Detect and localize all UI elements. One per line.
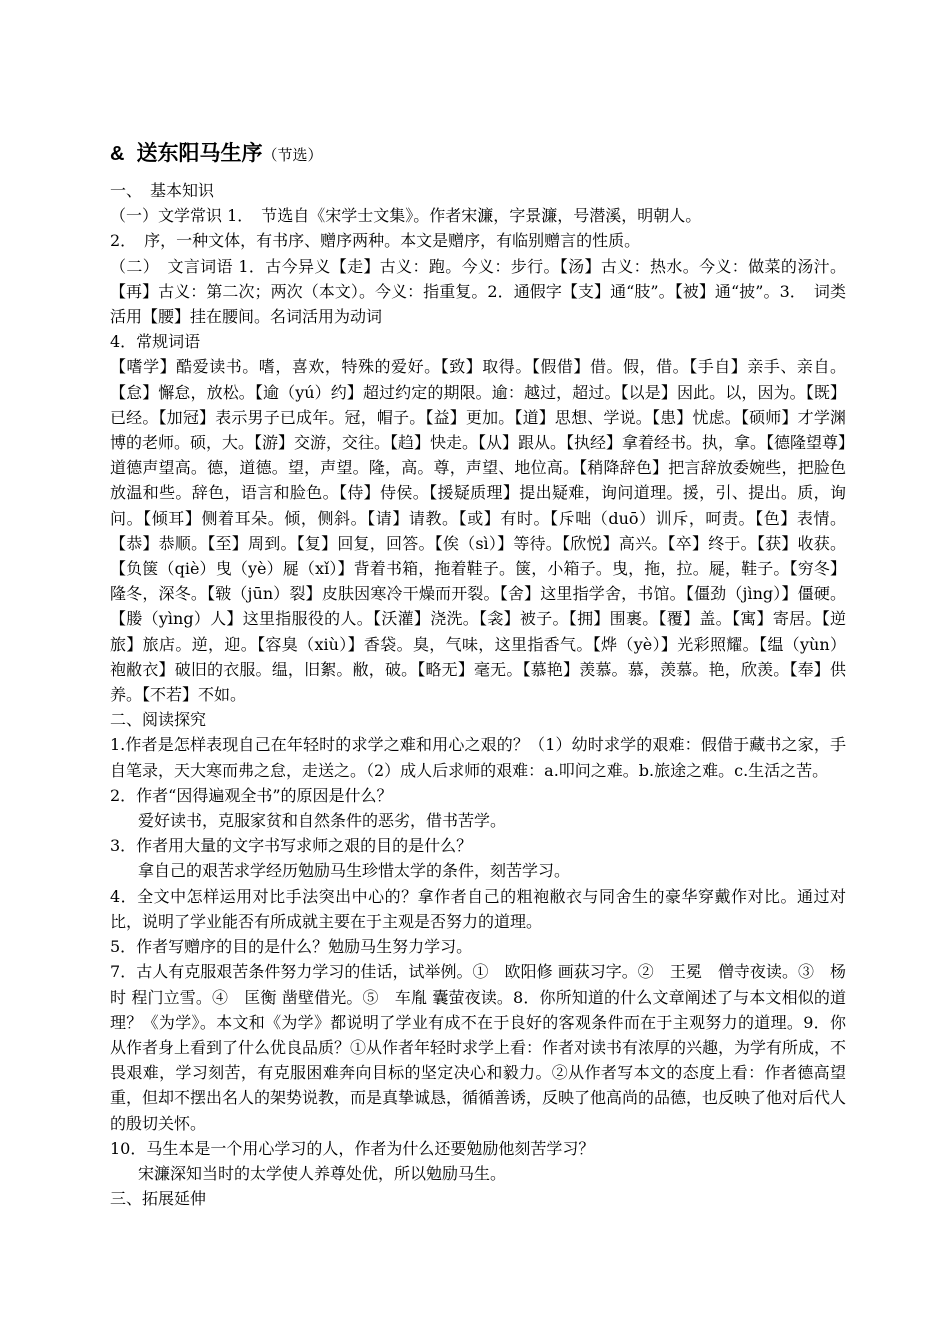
question-3: 3．作者用大量的文字书写求师之艰的目的是什么？ [110, 836, 473, 856]
subheading-common-words: 4．常规词语 [110, 332, 201, 352]
answer-2: 爱好读书，克服家贫和自然条件的恶劣，借书苦学。 [138, 811, 507, 831]
question-4: 4．全文中怎样运用对比手法突出中心的？拿作者自己的粗袍敝衣与同舍生的豪华穿戴作对比。通过对比，说明了学业能否有所成就主要在于主观是否努力的道理。 [110, 886, 846, 931]
section-heading-reading: 二、阅读探究 [110, 710, 207, 730]
page-title [110, 138, 846, 170]
paragraph-genre: 2． 序，一种文体，有书序、赠序两种。本文是赠序，有临别赠言的性质。 [110, 231, 641, 251]
document-body [110, 178, 846, 1211]
paragraph-literature: （一）文学常识 1． 节选自《宋学士文集》。作者宋濂，字景濂，号潜溪，明朝人。 [110, 206, 702, 226]
section-heading-basic: 一、 基本知识 [110, 181, 215, 200]
question-2: 2．作者“因得遍观全书”的原因是什么？ [110, 785, 393, 805]
lesson-number: & [110, 143, 125, 165]
answer-3: 拿自己的艰苦求学经历勉励马生珍惜太学的条件，刻苦学习。 [138, 861, 571, 881]
paragraph-vocabulary: （二） 文言词语 1．古今异义【走】古义：跑。今义：步行。【汤】古义：热水。今义：做菜的汤汁。【再】古义：第二次；两次（本文）。今义：指重复。2．通假字【支】通“肢”。【被】通“披”。3． 词类活用【腰】挂在腰间。名词活用为动词 [110, 256, 846, 327]
paragraph-word-list: 【嗜学】酷爱读书。嗜，喜欢，特殊的爱好。【致】取得。【假借】借。假，借。【手自】亲手、亲自。【怠】懈怠，放松。【逾（yú）约】超过约定的期限。逾：越过，超过。【以是】因此。以，因为。【既】已经。【加冠】表示男子已成年。冠，帽子。【益】更加。【道】思想、学说。【患】忧虑。【硕师】才学渊博的老师。硕，大。【游】交游，交往。【趋】快走。【从】跟从。【执经】拿着经书。执，拿。【德隆望尊】道德声望高。德，道德。望，声望。隆，高。尊，声望、地位高。【稍降辞色】把言辞放委婉些，把脸色放温和些。辞色，语言和脸色。【侍】侍侯。【援疑质理】提出疑难，询问道理。援，引、提出。质，询问。【倾耳】侧着耳朵。倾，侧斜。【请】请教。【或】有时。【斥咄（duō）训斥，呵责。【色】表情。【恭】恭顺。【至】周到。【复】回复，回答。【俟（sì）】等待。【欣悦】高兴。【卒】终于。【获】收获。【负箧（qiè）曳（yè）屣（xǐ）】背着书箱，拖着鞋子。箧，小箱子。曳，拖，拉。屣，鞋子。【穷冬】隆冬，深冬。【皲（jūn）裂】皮肤因寒冷干燥而开裂。【舍】这里指学舍，书馆。【僵劲（jìng）】僵硬。【媵（yìng）人】这里指服役的人。【沃灌】浇洗。【衾】被子。【拥】围裹。【覆】盖。【寓】寄居。【逆旅】旅店。逆，迎。【容臭（xiù）】香袋。臭，气味，这里指香气。【烨（yè）】光彩照耀。【缊（yùn）袍敝衣】破旧的衣服。缊，旧絮。敝，破。【略无】毫无。【慕艳】羡慕。慕，羡慕。艳，欣羡。【奉】供养。【不若】不如。 [110, 357, 847, 705]
question-10: 10．马生本是一个用心学习的人，作者为什么还要勉励他刻苦学习？ [110, 1138, 595, 1158]
question-7-9: 7．古人有克服艰苦条件努力学习的佳话，试举例。① 欧阳修 画荻习字。② 王冕 僧寺夜读。③ 杨时 程门立雪。④ 匡衡 凿壁借光。⑤ 车胤 囊萤夜读。8．你所知道的什么文章阐述了与本文相似的道理？《为学》。本文和《为学》都说明了学业有成不在于良好的客观条件而在于主观努力的道理。9．你从作者身上看到了什么优良品质？①从作者年轻时求学上看：作者对读书有浓厚的兴趣，为学有所成，不畏艰难，学习刻苦，有克服困难奔向目标的坚定决心和毅力。②从作者写本文的态度上看：作者德高望重，但却不摆出名人的架势说教，而是真挚诚恳，循循善诱，反映了他高尚的品德，也反映了他对后代人的殷切关怀。 [110, 962, 847, 1133]
question-5: 5．作者写赠序的目的是什么？勉励马生努力学习。 [110, 937, 473, 957]
question-1: 1.作者是怎样表现自己在年轻时的求学之难和用心之艰的？（1）幼时求学的艰难：假借于藏书之家，手自笔录，天大寒而弗之怠，走送之。（2）成人后求师的艰难：a.叩问之难。b.旅途之难。c.生活之苦。 [110, 735, 846, 780]
lesson-title: 送东阳马生序 [136, 140, 263, 165]
answer-10: 宋濂深知当时的太学使人养尊处优，所以勉励马生。 [138, 1163, 507, 1183]
section-heading-extension: 三、拓展延伸 [110, 1189, 207, 1209]
lesson-subtitle: （节选） [262, 146, 323, 164]
